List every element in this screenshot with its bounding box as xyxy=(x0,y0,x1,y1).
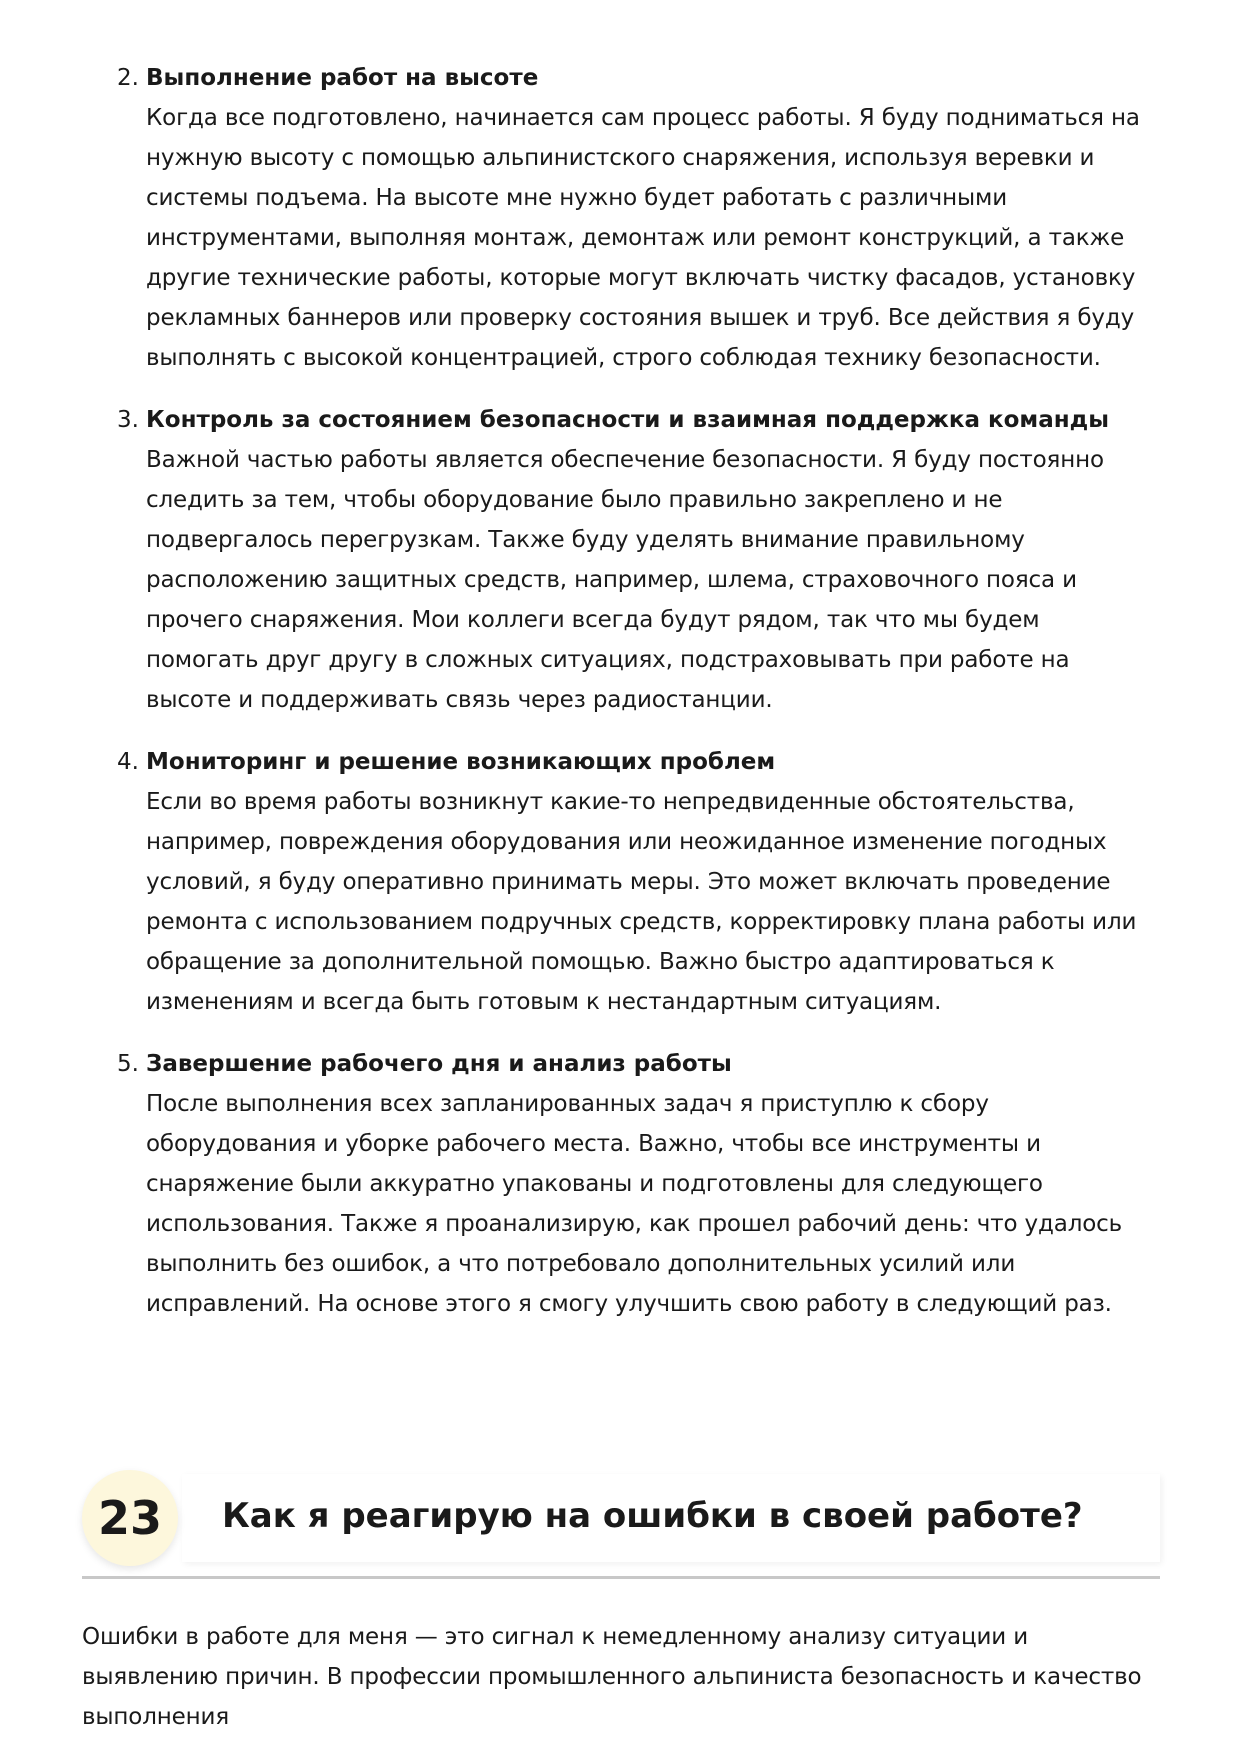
list-item-title: Завершение рабочего дня и анализ работы xyxy=(146,1051,732,1077)
list-item-number: 3. xyxy=(117,407,139,433)
list-item xyxy=(117,58,1156,378)
list-item xyxy=(117,742,1156,1022)
numbered-list xyxy=(117,58,1156,1346)
list-item-title: Мониторинг и решение возникающих проблем xyxy=(146,749,776,775)
list-item-body: Важной частью работы является обеспечение безопасности. Я буду постоянно следить за тем, чтобы оборудование было правильно закреплено и не подвергалось перегрузкам. Также буду уделять внимание правильному расположению защитных средств, например, шлема, страховочного пояса и прочего снаряжения. Мои коллеги всегда будут рядом, так что мы будем помогать друг другу в сложных ситуациях, подстраховывать при работе на высоте и поддерживать связь через радиостанции. xyxy=(146,447,1104,713)
list-item-body: Когда все подготовлено, начинается сам процесс работы. Я буду подниматься на нужную высоту с помощью альпинистского снаряжения, используя веревки и системы подъема. На высоте мне нужно будет работать с различными инструментами, выполняя монтаж, демонтаж или ремонт конструкций, а также другие технические работы, которые могут включать чистку фасадов, установку рекламных баннеров или проверку состояния вышек и труб. Все действия я буду выполнять с высокой концентрацией, строго соблюдая технику безопасности. xyxy=(146,105,1140,371)
list-item-title: Контроль за состоянием безопасности и взаимная поддержка команды xyxy=(146,407,1110,433)
section-header xyxy=(82,1470,1160,1578)
list-item-body: Если во время работы возникнут какие-то непредвиденные обстоятельства, например, повреждения оборудования или неожиданное изменение погодных условий, я буду оперативно принимать меры. Это может включать проведение ремонта с использованием подручных средств, корректировку плана работы или обращение за дополнительной помощью. Важно быстро адаптироваться к изменениям и всегда быть готовым к нестандартным ситуациям. xyxy=(146,789,1137,1015)
list-item-number: 4. xyxy=(117,749,139,775)
list-item xyxy=(117,400,1156,720)
list-item-body: После выполнения всех запланированных задач я приступлю к сбору оборудования и уборке рабочего места. Важно, чтобы все инструменты и снаряжение были аккуратно упакованы и подготовлены для следующего использования. Также я проанализирую, как прошел рабочий день: что удалось выполнить без ошибок, а что потребовало дополнительных усилий или исправлений. На основе этого я смогу улучшить свою работу в следующий раз. xyxy=(146,1091,1123,1317)
list-item-number: 2. xyxy=(117,65,139,91)
list-item-title: Выполнение работ на высоте xyxy=(146,65,539,91)
section-number-badge: 23 xyxy=(82,1470,178,1566)
list-item xyxy=(117,1044,1156,1324)
section-divider xyxy=(82,1576,1160,1579)
list-item-number: 5. xyxy=(117,1051,139,1077)
intro-paragraph: Ошибки в работе для меня — это сигнал к немедленному анализу ситуации и выявлению причин. В профессии промышленного альпиниста безопасность и качество выполнения xyxy=(82,1624,1142,1730)
section-title: Как я реагирую на ошибки в своей работе? xyxy=(222,1496,1083,1536)
